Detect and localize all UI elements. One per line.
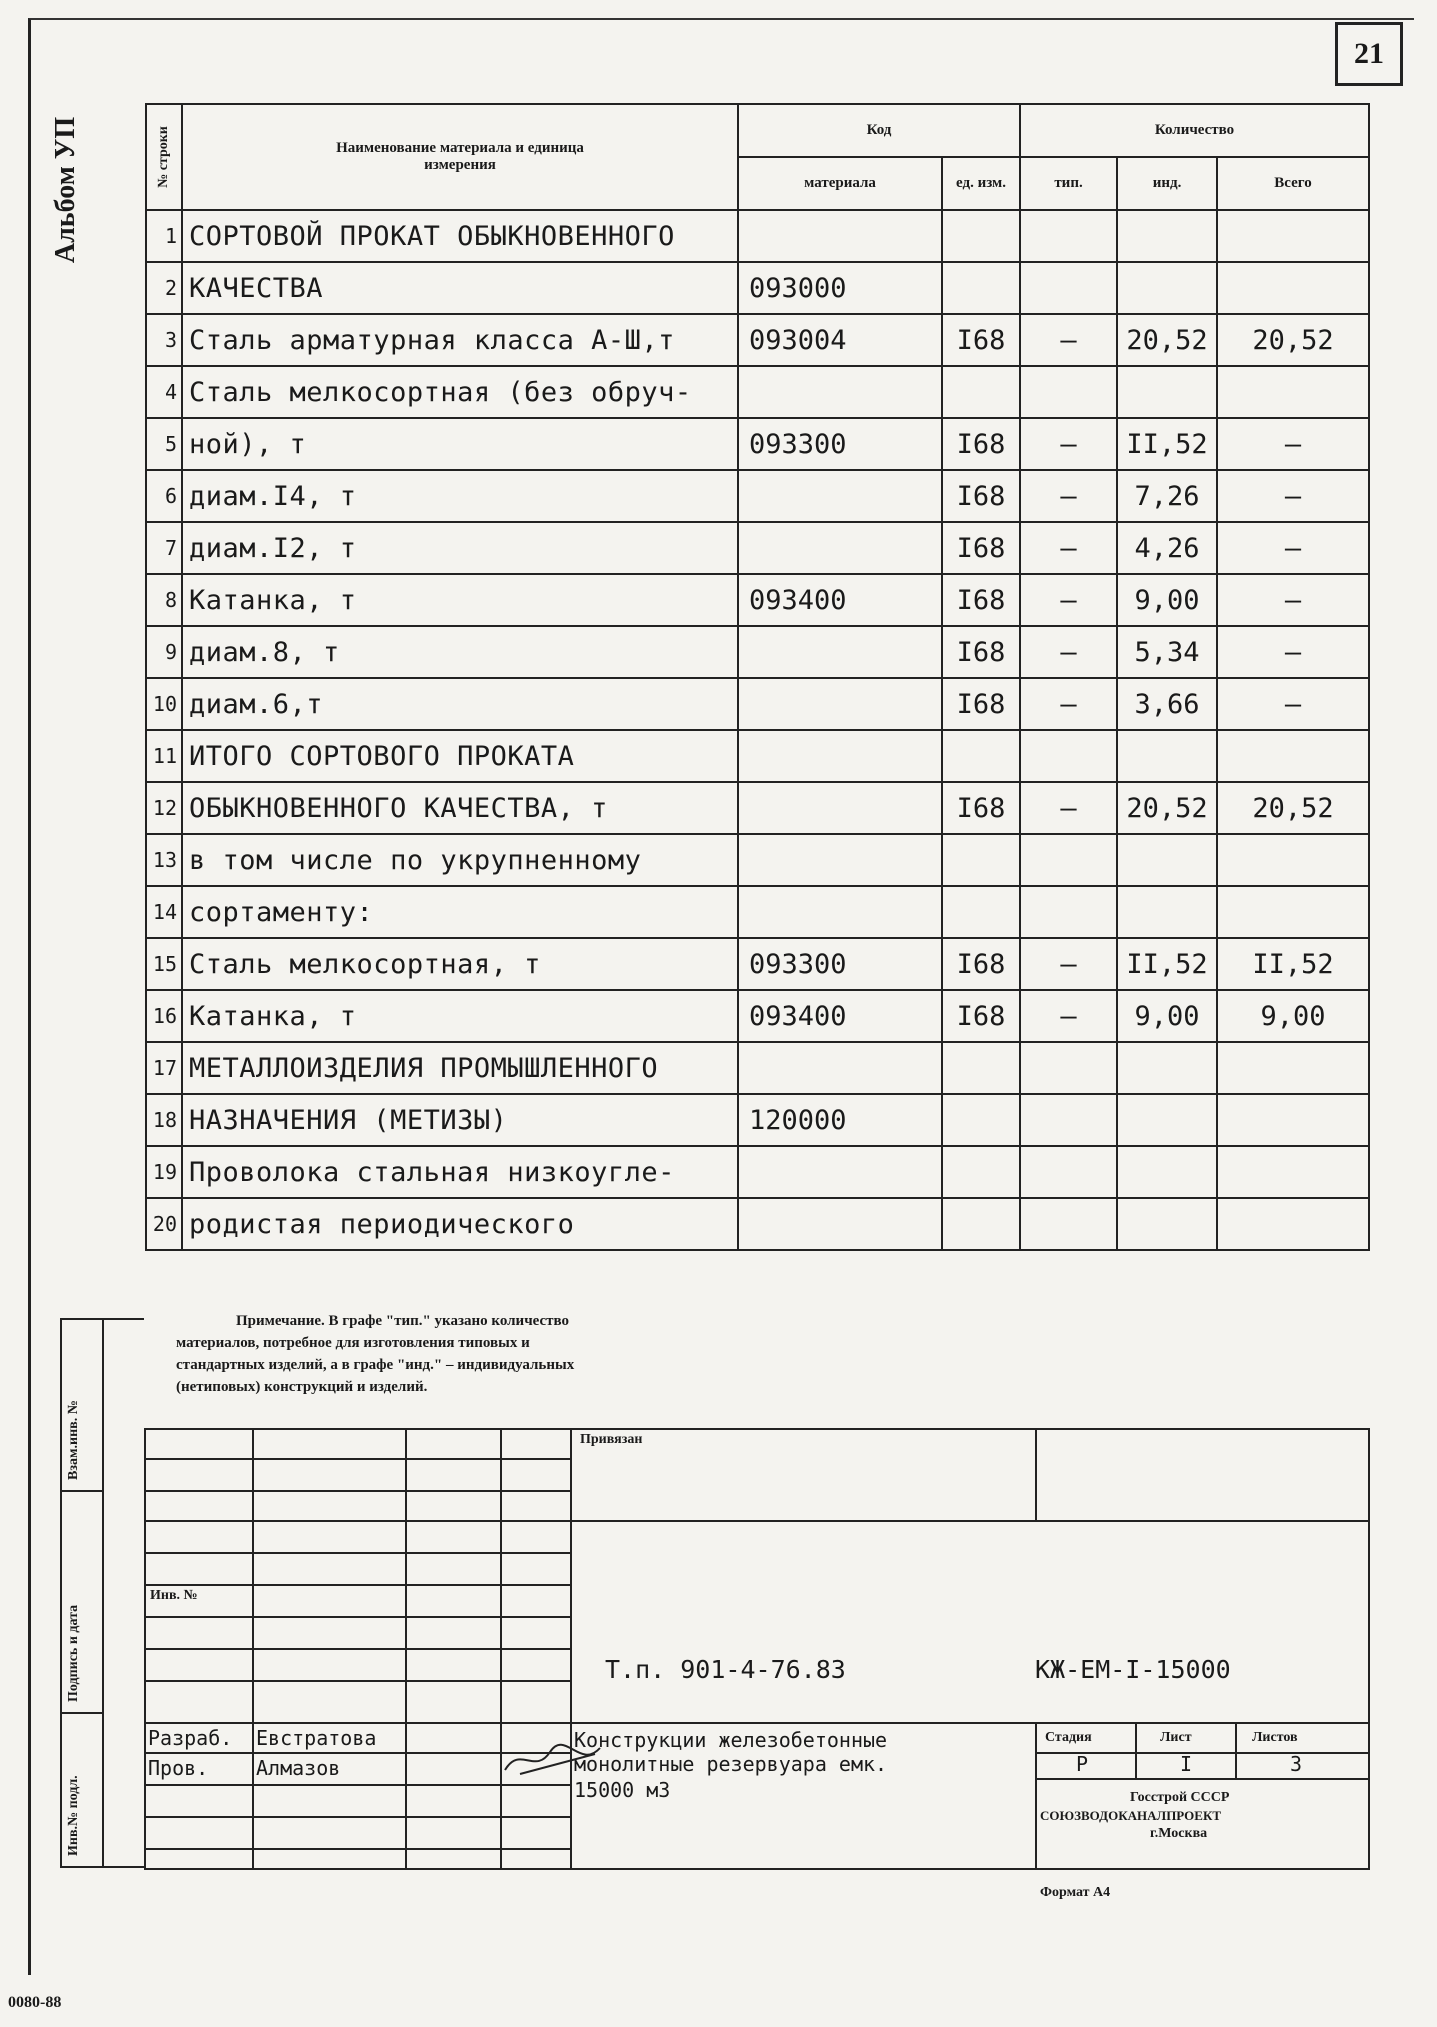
qty-total: –	[1217, 470, 1369, 522]
material-name: диам.I2, т	[182, 522, 738, 574]
side-strip-top	[60, 1318, 144, 1320]
qty-ind	[1117, 886, 1217, 938]
qty-total: 9,00	[1217, 990, 1369, 1042]
material-name: ОБЫКНОВЕННОГО КАЧЕСТВА, т	[182, 782, 738, 834]
tb-h	[144, 1616, 570, 1618]
material-code: 093004	[738, 314, 942, 366]
material-code: 093400	[738, 574, 942, 626]
qty-tip: –	[1020, 574, 1117, 626]
role-checker: Пров.	[148, 1756, 209, 1780]
material-code: 093400	[738, 990, 942, 1042]
tb-h	[144, 1784, 570, 1786]
material-name: Сталь мелкосортная (без обруч-	[182, 366, 738, 418]
header-qty-ind: инд.	[1117, 157, 1217, 210]
qty-total: –	[1217, 418, 1369, 470]
qty-tip	[1020, 210, 1117, 262]
sheets-value: 3	[1290, 1752, 1303, 1776]
row-number: 9	[146, 626, 182, 678]
table-row	[146, 938, 1369, 990]
table-row	[146, 886, 1369, 938]
sheet-value: I	[1180, 1752, 1193, 1776]
table-row	[146, 626, 1369, 678]
qty-tip	[1020, 1198, 1117, 1250]
qty-ind	[1117, 730, 1217, 782]
note-line: (нетиповых) конструкций и изделий.	[176, 1379, 428, 1395]
title-line-1: Конструкции железобетонные	[574, 1728, 888, 1752]
row-number: 17	[146, 1042, 182, 1094]
unit-code: I68	[942, 418, 1020, 470]
row-number: 14	[146, 886, 182, 938]
qty-tip	[1020, 366, 1117, 418]
org-line-3: г.Москва	[1150, 1826, 1208, 1841]
material-code	[738, 626, 942, 678]
material-name: сортаменту:	[182, 886, 738, 938]
unit-code: I68	[942, 678, 1020, 730]
unit-code	[942, 210, 1020, 262]
qty-ind	[1117, 834, 1217, 886]
side-strip-left	[60, 1318, 62, 1868]
material-code	[738, 1198, 942, 1250]
tb-h	[144, 1458, 570, 1460]
qty-tip	[1020, 1094, 1117, 1146]
material-name: МЕТАЛЛОИЗДЕЛИЯ ПРОМЫШЛЕННОГО	[182, 1042, 738, 1094]
unit-code: I68	[942, 470, 1020, 522]
table-row	[146, 470, 1369, 522]
row-number: 11	[146, 730, 182, 782]
side-label-vzam: Взам.инв. №	[66, 1400, 81, 1480]
qty-total	[1217, 1146, 1369, 1198]
table-row	[146, 834, 1369, 886]
tb-h	[144, 1584, 570, 1586]
side-label-inv: Инв.№ подл.	[66, 1775, 81, 1856]
unit-code	[942, 1094, 1020, 1146]
unit-code	[942, 886, 1020, 938]
qty-ind: 20,52	[1117, 314, 1217, 366]
header-code: Код	[738, 104, 1020, 157]
qty-ind	[1117, 1042, 1217, 1094]
side-strip-right	[102, 1318, 104, 1868]
doc-code: КЖ-ЕМ-I-15000	[1035, 1655, 1231, 1684]
material-code	[738, 730, 942, 782]
material-name: Катанка, т	[182, 574, 738, 626]
material-name: НАЗНАЧЕНИЯ (МЕТИЗЫ)	[182, 1094, 738, 1146]
tb-h	[144, 1722, 1368, 1724]
qty-tip: –	[1020, 418, 1117, 470]
tb-v	[1235, 1722, 1237, 1778]
side-strip-bottom	[60, 1866, 144, 1868]
materials-table	[145, 103, 1370, 1251]
tb-h	[144, 1520, 1368, 1522]
qty-ind: 4,26	[1117, 522, 1217, 574]
table-row	[146, 730, 1369, 782]
inv-no-label: Инв. №	[150, 1588, 198, 1603]
qty-total	[1217, 262, 1369, 314]
row-number: 16	[146, 990, 182, 1042]
table-row	[146, 990, 1369, 1042]
name-developer: Евстратова	[256, 1726, 377, 1750]
material-name: ной), т	[182, 418, 738, 470]
qty-ind: 9,00	[1117, 574, 1217, 626]
tb-v	[1135, 1722, 1137, 1778]
material-code	[738, 366, 942, 418]
header-row-no: № строки	[146, 104, 182, 210]
qty-tip: –	[1020, 522, 1117, 574]
material-name: диам.8, т	[182, 626, 738, 678]
material-code	[738, 1146, 942, 1198]
row-number: 7	[146, 522, 182, 574]
org-line-2: СОЮЗВОДОКАНАЛПРОЕКТ	[1040, 1808, 1222, 1823]
unit-code	[942, 1042, 1020, 1094]
tb-h	[144, 1490, 570, 1492]
material-code: 093300	[738, 418, 942, 470]
qty-tip	[1020, 1042, 1117, 1094]
qty-total	[1217, 886, 1369, 938]
row-number: 4	[146, 366, 182, 418]
row-number: 10	[146, 678, 182, 730]
unit-code: I68	[942, 938, 1020, 990]
row-number: 8	[146, 574, 182, 626]
qty-total	[1217, 730, 1369, 782]
name-checker: Алмазов	[256, 1756, 341, 1780]
role-developer: Разраб.	[148, 1726, 233, 1750]
qty-total: –	[1217, 522, 1369, 574]
unit-code	[942, 1198, 1020, 1250]
note-line: Примечание. В графе "тип." указано количество	[236, 1313, 570, 1329]
note	[176, 1310, 936, 1398]
side-divider	[60, 1490, 102, 1492]
unit-code: I68	[942, 990, 1020, 1042]
material-name: диам.6,т	[182, 678, 738, 730]
qty-ind	[1117, 262, 1217, 314]
qty-tip: –	[1020, 626, 1117, 678]
format-label: Формат А4	[1040, 1885, 1111, 1900]
doc-number: Т.п. 901-4-76.83	[605, 1655, 846, 1684]
tb-v4	[1035, 1428, 1037, 1520]
qty-tip	[1020, 886, 1117, 938]
qty-total	[1217, 1042, 1369, 1094]
qty-tip	[1020, 1146, 1117, 1198]
material-name: КАЧЕСТВА	[182, 262, 738, 314]
table-row	[146, 418, 1369, 470]
material-code	[738, 470, 942, 522]
material-name: родистая периодического	[182, 1198, 738, 1250]
unit-code: I68	[942, 782, 1020, 834]
qty-total: –	[1217, 626, 1369, 678]
material-code	[738, 522, 942, 574]
qty-ind: 3,66	[1117, 678, 1217, 730]
title-line-3: 15000 м3	[574, 1778, 671, 1802]
qty-ind	[1117, 210, 1217, 262]
sheets-label: Листов	[1252, 1730, 1298, 1745]
qty-total: 20,52	[1217, 782, 1369, 834]
unit-code: I68	[942, 626, 1020, 678]
unit-code: I68	[942, 522, 1020, 574]
material-code	[738, 210, 942, 262]
row-number: 12	[146, 782, 182, 834]
material-name: диам.I4, т	[182, 470, 738, 522]
material-code: 120000	[738, 1094, 942, 1146]
qty-ind: 7,26	[1117, 470, 1217, 522]
table-row	[146, 574, 1369, 626]
table-row	[146, 522, 1369, 574]
tb-h	[1035, 1778, 1368, 1780]
qty-total	[1217, 210, 1369, 262]
header-qty-total: Всего	[1217, 157, 1369, 210]
table-row	[146, 678, 1369, 730]
header-code-unit: ед. изм.	[942, 157, 1020, 210]
qty-ind: 20,52	[1117, 782, 1217, 834]
material-code: 093000	[738, 262, 942, 314]
material-code	[738, 1042, 942, 1094]
qty-tip: –	[1020, 314, 1117, 366]
row-number: 3	[146, 314, 182, 366]
table-row	[146, 314, 1369, 366]
material-code	[738, 782, 942, 834]
tb-h	[144, 1648, 570, 1650]
material-name: Катанка, т	[182, 990, 738, 1042]
qty-tip: –	[1020, 678, 1117, 730]
material-name: Сталь арматурная класса А-Ш,т	[182, 314, 738, 366]
qty-tip	[1020, 730, 1117, 782]
qty-ind	[1117, 366, 1217, 418]
unit-code: I68	[942, 574, 1020, 626]
privyazan-label: Привязан	[580, 1432, 643, 1447]
qty-tip: –	[1020, 990, 1117, 1042]
row-number: 1	[146, 210, 182, 262]
row-number: 13	[146, 834, 182, 886]
table-row	[146, 262, 1369, 314]
side-label-signature: Подпись и дата	[66, 1604, 81, 1702]
album-label: Альбом УП	[50, 116, 81, 264]
material-name: Проволока стальная низкоугле-	[182, 1146, 738, 1198]
row-number: 20	[146, 1198, 182, 1250]
sheet-label: Лист	[1160, 1730, 1192, 1745]
material-name: Сталь мелкосортная, т	[182, 938, 738, 990]
title-block-top	[144, 1428, 1368, 1430]
tb-h	[144, 1816, 570, 1818]
unit-code	[942, 1146, 1020, 1198]
row-number: 19	[146, 1146, 182, 1198]
unit-code	[942, 262, 1020, 314]
tb-h	[144, 1680, 570, 1682]
qty-tip	[1020, 834, 1117, 886]
title-line-2: монолитные резервуара емк.	[574, 1752, 888, 1776]
unit-code	[942, 366, 1020, 418]
qty-ind	[1117, 1146, 1217, 1198]
unit-code	[942, 730, 1020, 782]
qty-total: II,52	[1217, 938, 1369, 990]
org-line-1: Госстрой СССР	[1130, 1790, 1230, 1805]
note-line: стандартных изделий, а в графе "инд." – индивидуальных	[176, 1357, 575, 1373]
tb-v-main	[570, 1428, 572, 1868]
table-row	[146, 366, 1369, 418]
qty-tip: –	[1020, 782, 1117, 834]
qty-ind: 9,00	[1117, 990, 1217, 1042]
table-row	[146, 1094, 1369, 1146]
header-name: Наименование материала и единица измерения	[182, 104, 738, 210]
unit-code	[942, 834, 1020, 886]
qty-tip	[1020, 262, 1117, 314]
table-row	[146, 210, 1369, 262]
qty-ind: II,52	[1117, 938, 1217, 990]
unit-code: I68	[942, 314, 1020, 366]
qty-total: –	[1217, 678, 1369, 730]
material-code: 093300	[738, 938, 942, 990]
row-number: 15	[146, 938, 182, 990]
material-name: в том числе по укрупненному	[182, 834, 738, 886]
qty-total: –	[1217, 574, 1369, 626]
qty-total	[1217, 366, 1369, 418]
tb-h	[144, 1848, 570, 1850]
qty-ind: II,52	[1117, 418, 1217, 470]
material-name: СОРТОВОЙ ПРОКАТ ОБЫКНОВЕННОГО	[182, 210, 738, 262]
qty-ind: 5,34	[1117, 626, 1217, 678]
header-quantity: Количество	[1020, 104, 1369, 157]
stage-value: Р	[1076, 1752, 1089, 1776]
row-number: 2	[146, 262, 182, 314]
qty-tip: –	[1020, 470, 1117, 522]
tb-v5	[1035, 1722, 1037, 1868]
note-line: материалов, потребное для изготовления типовых и	[176, 1335, 530, 1351]
qty-total	[1217, 1094, 1369, 1146]
qty-total: 20,52	[1217, 314, 1369, 366]
qty-tip: –	[1020, 938, 1117, 990]
qty-total	[1217, 1198, 1369, 1250]
stage-label: Стадия	[1045, 1730, 1092, 1745]
header-code-material: материала	[738, 157, 942, 210]
qty-total	[1217, 834, 1369, 886]
header-qty-tip: тип.	[1020, 157, 1117, 210]
table-row	[146, 1198, 1369, 1250]
material-code	[738, 834, 942, 886]
footer-code: 0080-88	[8, 1994, 62, 2011]
table-row	[146, 782, 1369, 834]
table-row	[146, 1042, 1369, 1094]
material-code	[738, 678, 942, 730]
material-name: ИТОГО СОРТОВОГО ПРОКАТА	[182, 730, 738, 782]
row-number: 6	[146, 470, 182, 522]
tb-h	[144, 1552, 570, 1554]
qty-ind	[1117, 1198, 1217, 1250]
row-number: 5	[146, 418, 182, 470]
page-number: 21	[1335, 22, 1403, 86]
qty-ind	[1117, 1094, 1217, 1146]
side-divider	[60, 1712, 102, 1714]
row-number: 18	[146, 1094, 182, 1146]
table-row	[146, 1146, 1369, 1198]
material-code	[738, 886, 942, 938]
